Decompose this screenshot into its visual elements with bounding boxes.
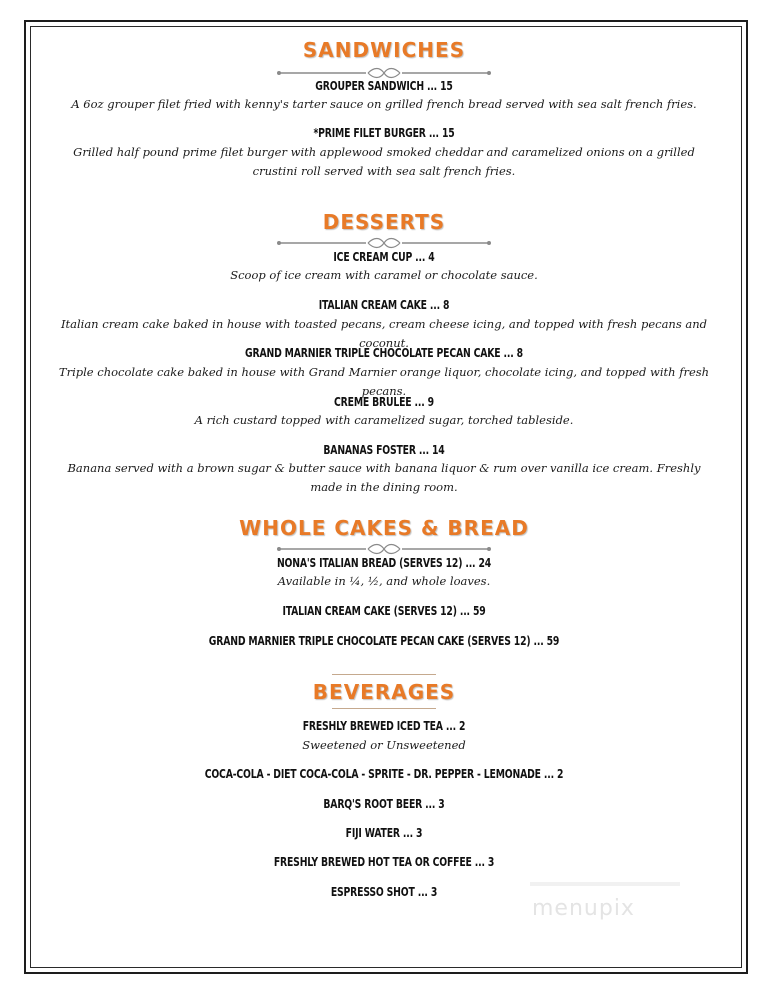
divider-line [332, 708, 436, 709]
menu-item-name: ICE CREAM CUP ... 4 [333, 250, 435, 264]
menu-item-name: BARQ'S ROOT BEER ... 3 [323, 797, 445, 811]
menu-item-desc: Scoop of ice cream with caramel or chocolate sauce. [230, 268, 538, 282]
section-title-desserts: DESSERTS [322, 210, 446, 234]
menu-item-name: ESPRESSO SHOT ... 3 [330, 885, 438, 899]
menu-item-name: COCA-COLA - DIET COCA-COLA - SPRITE - DR. PEPPER - LEMONADE ... 2 [204, 767, 564, 781]
menu-item-name: GROUPER SANDWICH ... 15 [315, 79, 453, 93]
menu-item-desc: Triple chocolate cake baked in house with Grand Marnier orange liquor, chocolate icing, and topped with fresh pecans. [58, 365, 710, 398]
watermark-line [530, 882, 680, 886]
menu-item-name: FRESHLY BREWED ICED TEA ... 2 [302, 719, 466, 733]
section-title-sandwiches: SANDWICHES [302, 38, 466, 62]
menu-item-name: FRESHLY BREWED HOT TEA OR COFFEE ... 3 [273, 855, 495, 869]
menu-item-desc: Sweetened or Unsweetened [302, 738, 466, 752]
section-title-whole-cakes: WHOLE CAKES & BREAD [239, 516, 529, 540]
menu-item-name: ITALIAN CREAM CAKE (SERVES 12) ... 59 [282, 604, 486, 618]
menu-item-name: CREME BRULEE ... 9 [334, 395, 434, 409]
menu-page [26, 22, 742, 968]
menu-item-name: NONA'S ITALIAN BREAD (SERVES 12) ... 24 [276, 556, 492, 570]
menu-item-name: BANANAS FOSTER ... 14 [323, 443, 445, 457]
divider-line [332, 674, 436, 675]
menu-item-name: GRAND MARNIER TRIPLE CHOCOLATE PECAN CAKE (SERVES 12) ... 59 [208, 634, 560, 648]
menu-item-name: FIJI WATER ... 3 [345, 826, 423, 840]
menu-item-desc: Italian cream cake baked in house with toasted pecans, cream cheese icing, and topped with fresh pecans and coconut. [60, 317, 708, 350]
section-title-beverages: BEVERAGES [312, 680, 456, 704]
ornament-divider [26, 542, 742, 556]
menu-item-desc: Banana served with a brown sugar & butter sauce with banana liquor & rum over vanilla ice cream. Freshly made in the dining room. [67, 461, 701, 494]
watermark-logo: menupix [532, 896, 635, 921]
ornament-divider [26, 66, 742, 80]
menu-item-desc: A 6oz grouper filet fried with kenny's tarter sauce on grilled french bread served with sea salt french fries. [71, 97, 697, 111]
menu-item-name: GRAND MARNIER TRIPLE CHOCOLATE PECAN CAKE ... 8 [245, 346, 523, 360]
menu-item-name: ITALIAN CREAM CAKE ... 8 [318, 298, 450, 312]
menu-item-name: *PRIME FILET BURGER ... 15 [313, 126, 455, 140]
menu-item-desc: A rich custard topped with caramelized sugar, torched tableside. [194, 413, 574, 427]
ornament-divider [26, 236, 742, 250]
menu-item-desc: Grilled half pound prime filet burger with applewood smoked cheddar and caramelized onions on a grilled crustini roll served with sea salt french fries. [73, 145, 695, 178]
menu-item-desc: Available in ¼, ½, and whole loaves. [277, 574, 491, 588]
